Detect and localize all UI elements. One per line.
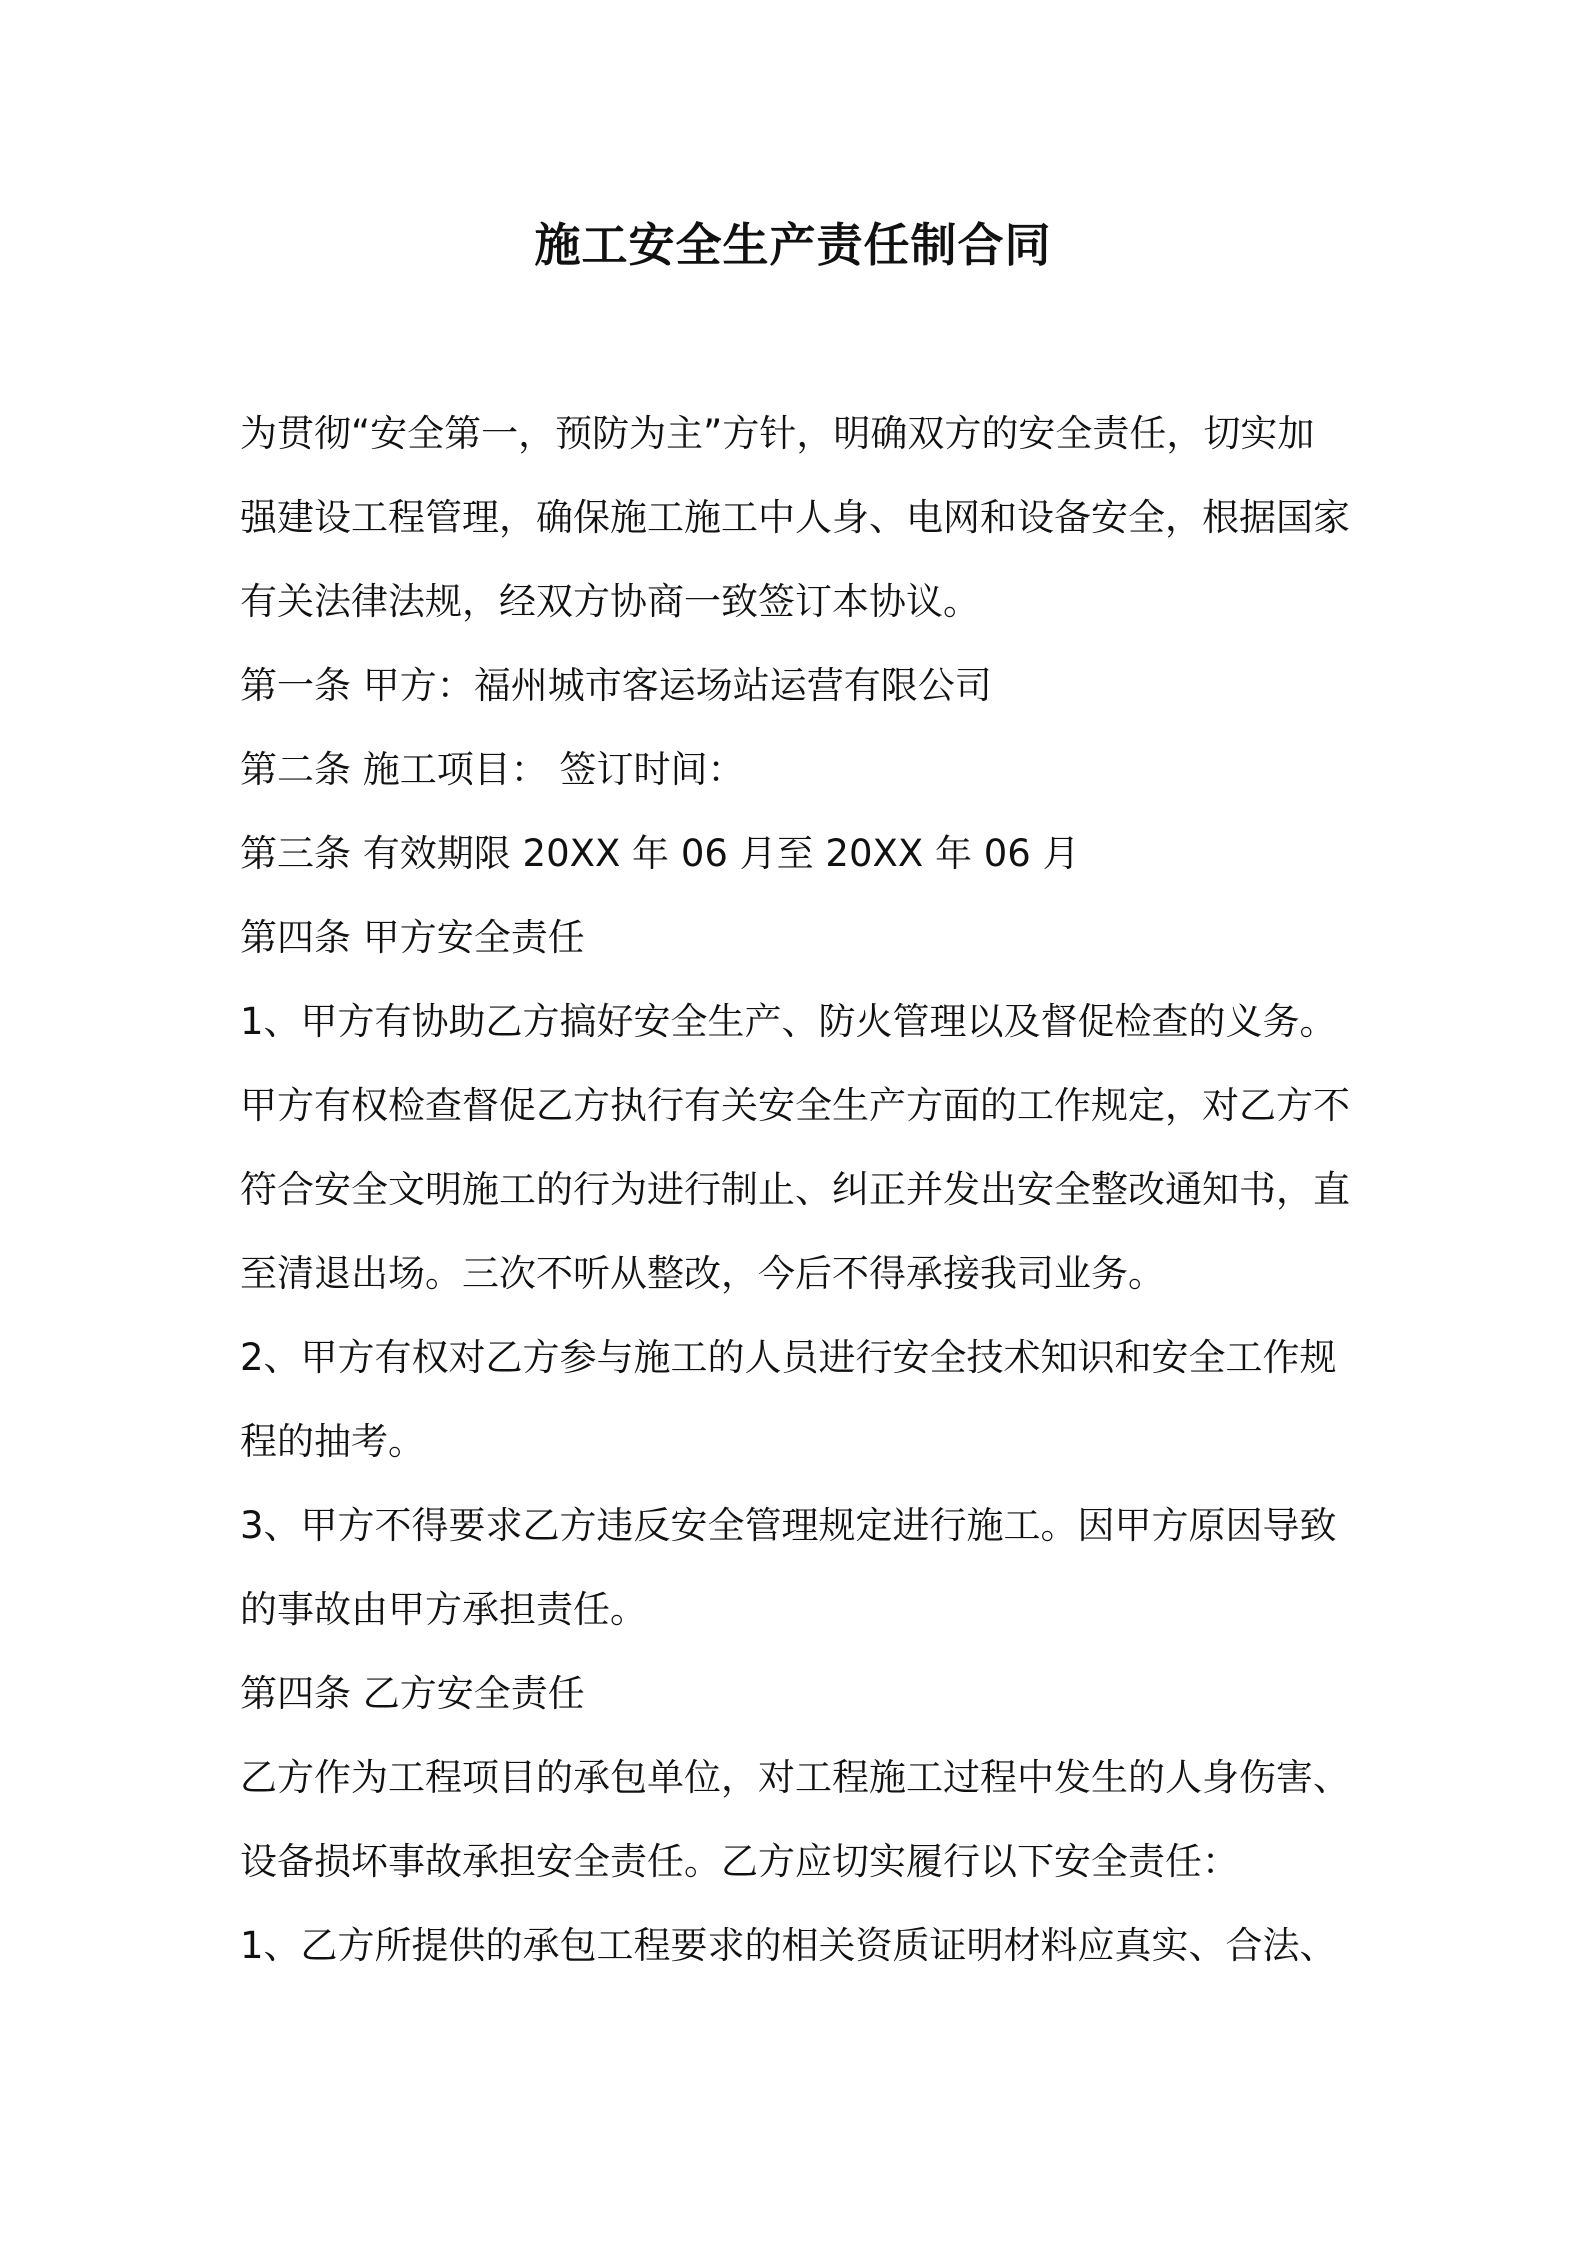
clause-validity: 第三条 有效期限 20XX 年 06 月至 20XX 年 06 月	[240, 832, 1080, 875]
section-heading-party-a: 第四条 甲方安全责任	[240, 916, 585, 959]
paragraph-line: 3、甲方不得要求乙方违反安全管理规定进行施工。因甲方原因导致	[240, 1504, 1337, 1547]
paragraph-line: 有关法律法规，经双方协商一致签订本协议。	[240, 580, 980, 623]
paragraph-line: 的事故由甲方承担责任。	[240, 1588, 647, 1631]
paragraph-line: 为贯彻“安全第一，预防为主”方针，明确双方的安全责任，切实加	[240, 412, 1315, 455]
paragraph-line: 1、乙方所提供的承包工程要求的相关资质证明材料应真实、合法、	[240, 1924, 1337, 1967]
paragraph-line: 强建设工程管理，确保施工施工中人身、电网和设备安全，根据国家	[240, 496, 1350, 539]
paragraph-line: 至清退出场。三次不听从整改，今后不得承接我司业务。	[240, 1252, 1165, 1295]
paragraph-line: 符合安全文明施工的行为进行制止、纠正并发出安全整改通知书，直	[240, 1168, 1350, 1211]
paragraph-line: 甲方有权检查督促乙方执行有关安全生产方面的工作规定，对乙方不	[240, 1084, 1350, 1127]
paragraph-line: 乙方作为工程项目的承包单位，对工程施工过程中发生的人身伤害、	[240, 1756, 1350, 1799]
clause-project: 第二条 施工项目： 签订时间：	[240, 748, 745, 791]
paragraph-line: 2、甲方有权对乙方参与施工的人员进行安全技术知识和安全工作规	[240, 1336, 1337, 1379]
clause-party-a: 第一条 甲方：福州城市客运场站运营有限公司	[240, 664, 992, 707]
paragraph-line: 1、甲方有协助乙方搞好安全生产、防火管理以及督促检查的义务。	[240, 1000, 1337, 1043]
paragraph-line: 设备损坏事故承担安全责任。乙方应切实履行以下安全责任：	[240, 1840, 1239, 1883]
section-heading-party-b: 第四条 乙方安全责任	[240, 1672, 585, 1715]
document-title: 施工安全生产责任制合同	[534, 218, 1052, 272]
paragraph-line: 程的抽考。	[240, 1420, 425, 1463]
